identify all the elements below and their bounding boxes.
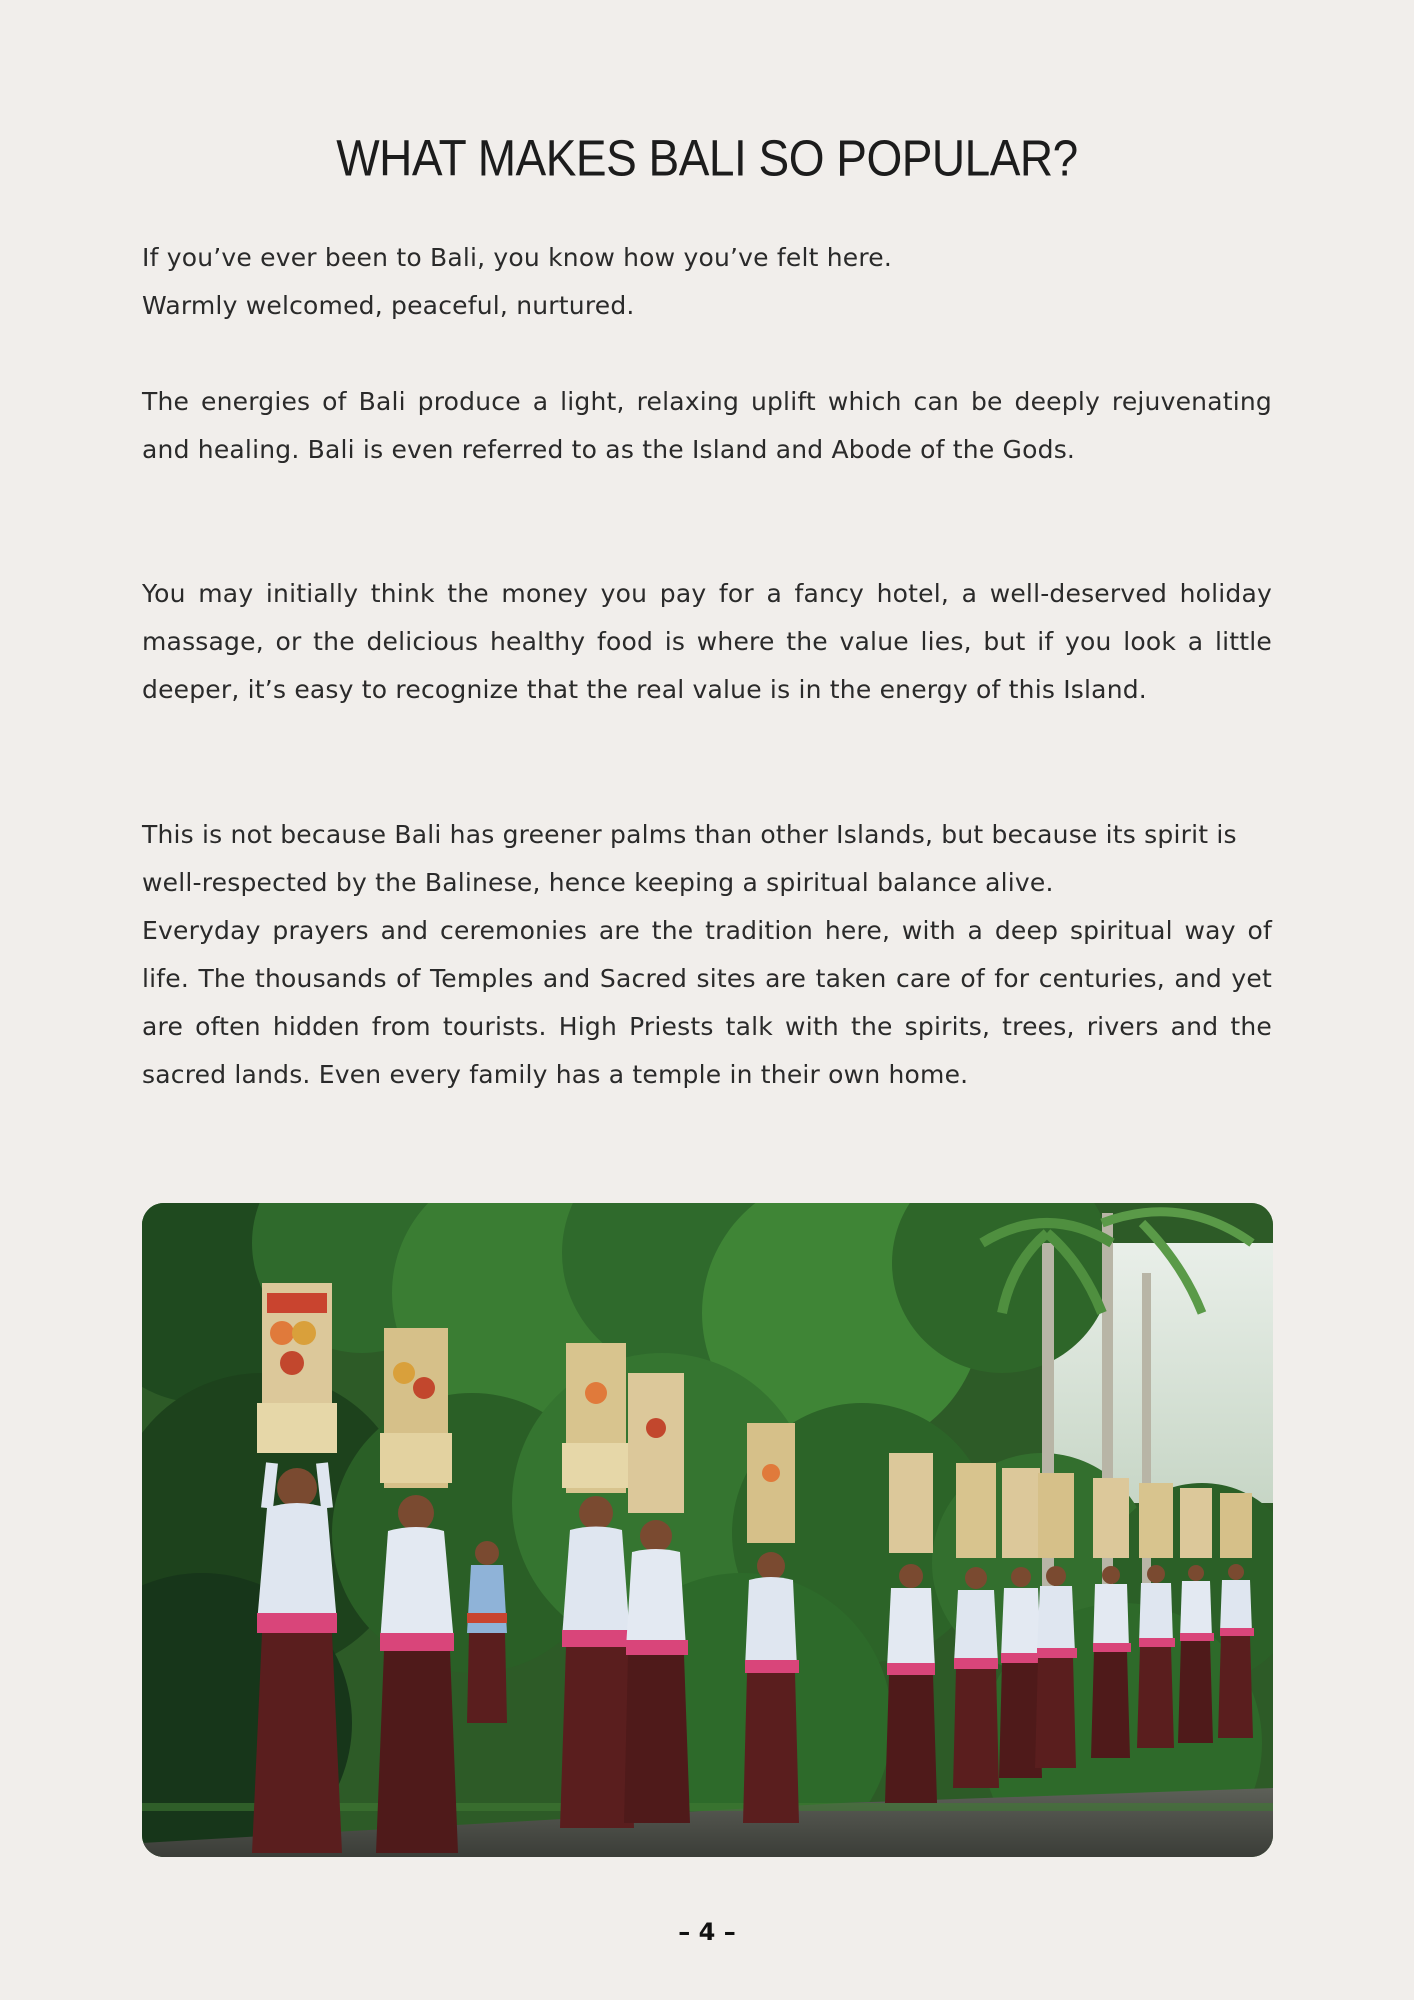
paragraph-energies: The energies of Bali produce a light, relaxing uplift which can be deeply rejuvenating and healing. Bali is even referred to as the Island and Abode of the Gods. <box>142 387 1272 464</box>
paragraph-spirit-sentence: This is not because Bali has greener palms than other Islands, but because its spirit is well-respected by the Balinese, hence keeping a spiritual balance alive. <box>142 820 1237 897</box>
page-title: WHAT MAKES BALI SO POPULAR? <box>336 129 1078 187</box>
paragraph-spirit <box>142 811 1272 1099</box>
ceremony-procession-illustration <box>142 1203 1273 1857</box>
ceremony-procession-photo <box>142 1203 1273 1857</box>
paragraph-tradition: Everyday prayers and ceremonies are the tradition here, with a deep spiritual way of life. The thousands of Temples and Sacred sites are taken care of for centuries, and yet are often hidden from tourists. High Priests talk with the spirits, trees, rivers and the sacred lands. Even every family has a temple in their own home. <box>142 916 1272 1089</box>
intro-line-1: If you’ve ever been to Bali, you know how you’ve felt here. <box>142 243 893 272</box>
page-number: – 4 – <box>678 1918 736 1946</box>
intro-text <box>142 234 1272 330</box>
paragraph-value: You may initially think the money you pay for a fancy hotel, a well-deserved holiday massage, or the delicious healthy food is where the value lies, but if you look a little deeper, it’s easy to recognize that the real value is in the energy of this Island. <box>142 579 1272 704</box>
intro-line-2: Warmly welcomed, peaceful, nurtured. <box>142 291 635 320</box>
